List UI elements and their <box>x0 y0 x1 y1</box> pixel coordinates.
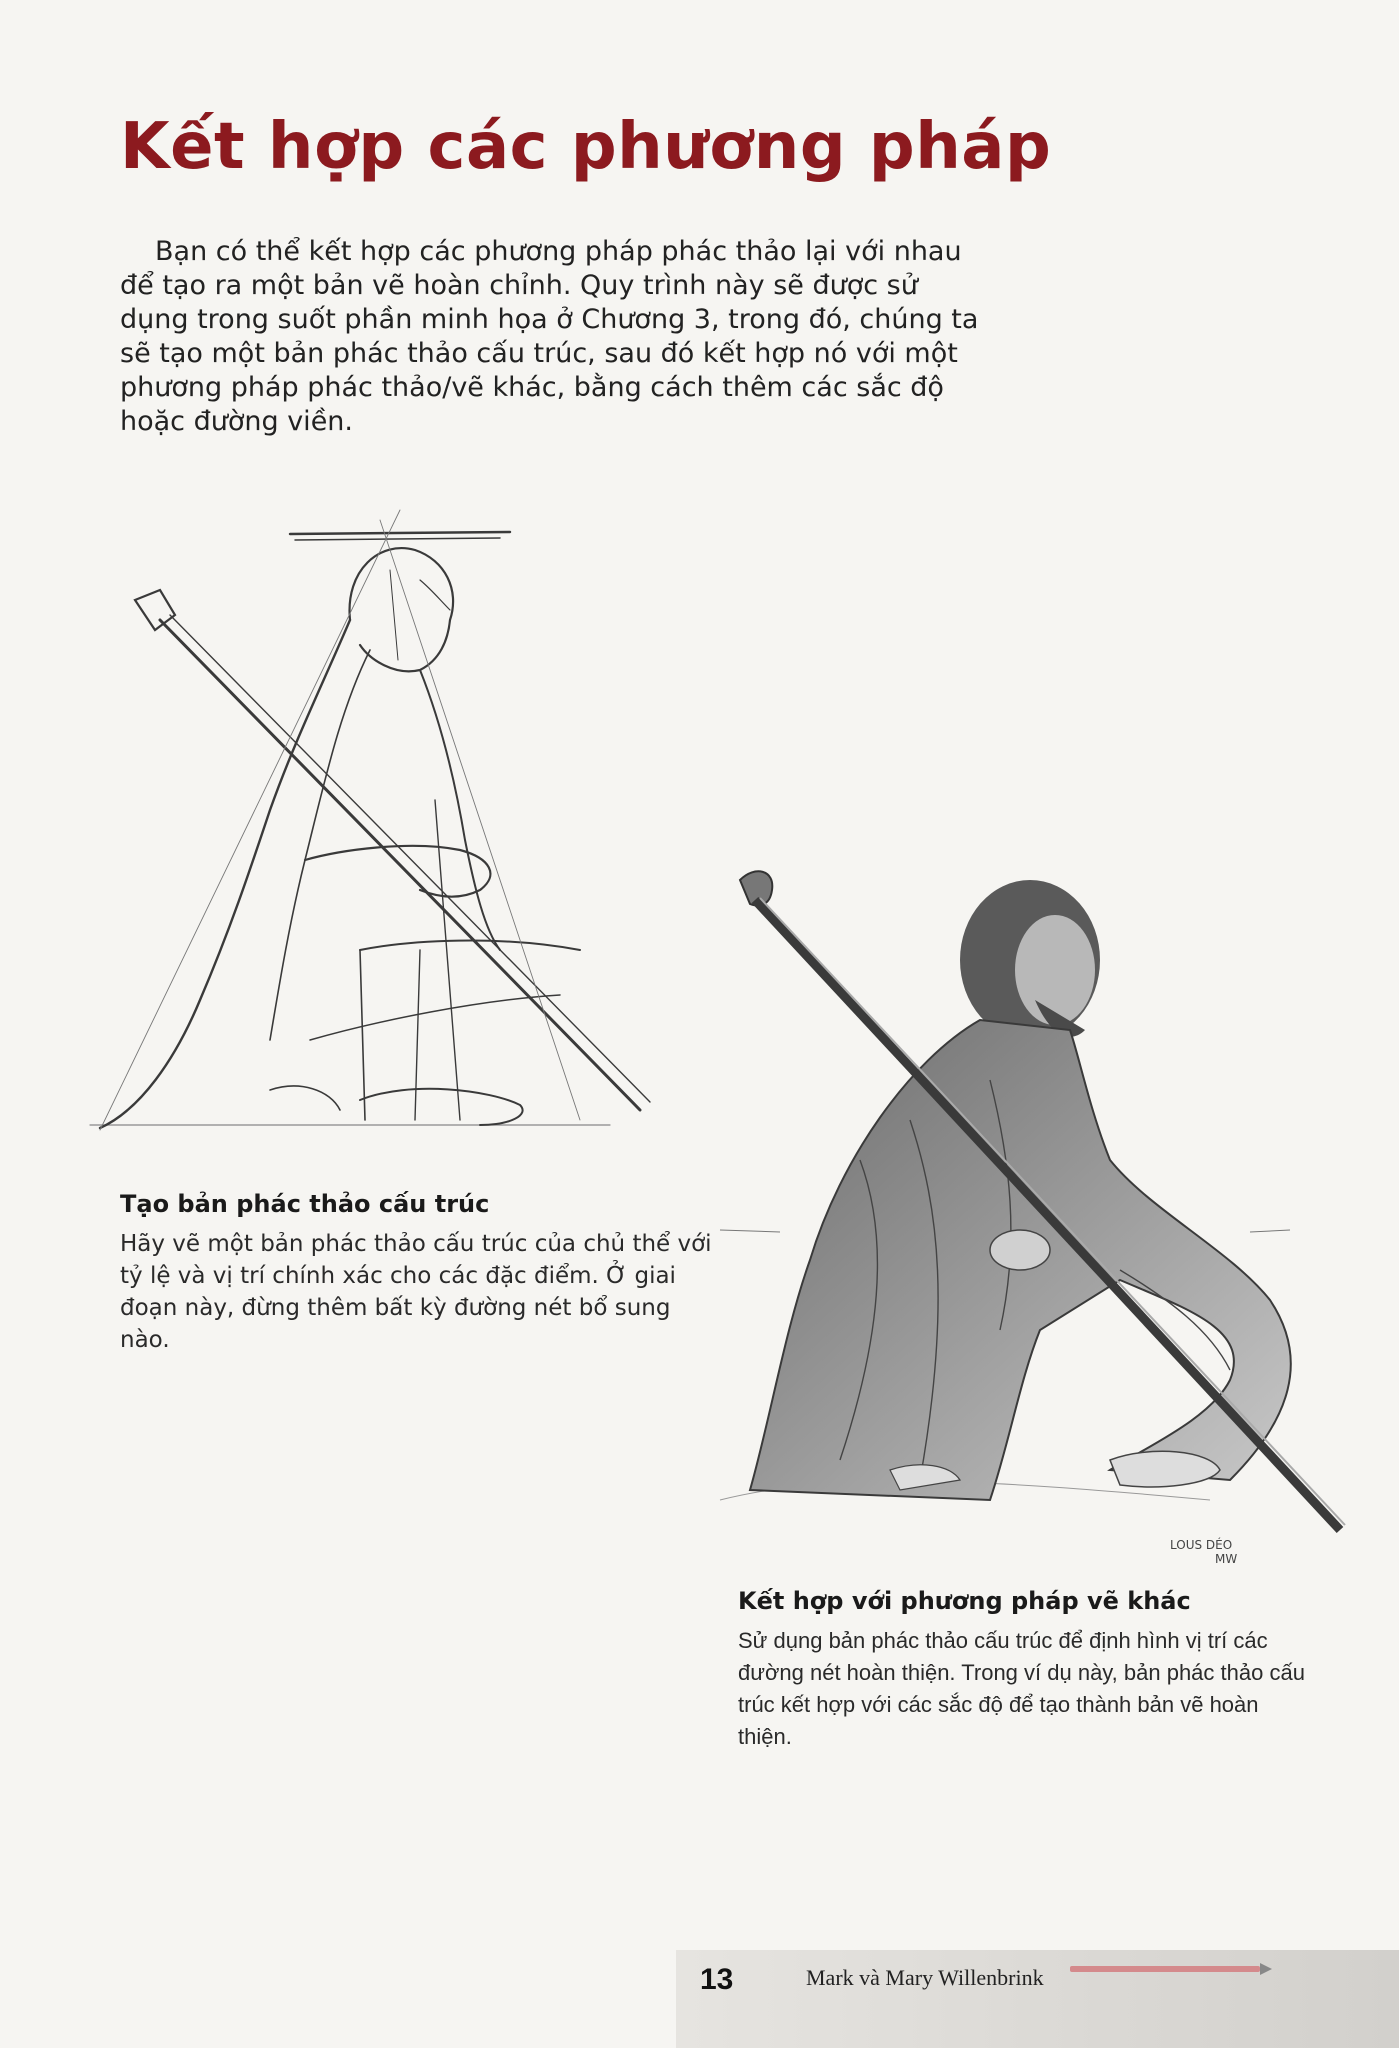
artist-signature <box>1170 1538 1237 1566</box>
intro-paragraph: Bạn có thể kết hợp các phương pháp phác thảo lại với nhau để tạo ra một bản vẽ hoàn chỉnh. Quy trình này sẽ được sử dụng trong suốt phần minh họa ở Chương 3, trong đó, chúng ta sẽ tạo một bản phác thảo cấu trúc, sau đó kết hợp nó với một phương pháp phác thảo/vẽ khác, bằng cách thêm các sắc độ hoặc đường viền. <box>120 236 979 437</box>
finished-shaded-drawing-illustration <box>690 860 1390 1540</box>
page-number: 13 <box>700 1963 734 1996</box>
footer-authors: Mark và Mary Willenbrink <box>806 1965 1044 1990</box>
signature-line-1: LOUS DÉO <box>1170 1538 1233 1552</box>
caption-heading: Tạo bản phác thảo cấu trúc <box>120 1190 490 1218</box>
caption-heading: Kết hợp với phương pháp vẽ khác <box>738 1587 1191 1615</box>
page-title: Kết hợp các phương pháp <box>120 110 1052 184</box>
caption-structural-sketch <box>120 1190 720 1356</box>
structural-sketch-illustration <box>80 480 760 1160</box>
caption-combine-method <box>738 1587 1308 1753</box>
pencil-icon <box>1070 1966 1260 1972</box>
caption-body: Hãy vẽ một bản phác thảo cấu trúc của chủ thể với tỷ lệ và vị trí chính xác cho các đặc điểm. Ở giai đoạn này, đừng thêm bất kỳ đường nét bổ sung nào. <box>120 1231 712 1353</box>
signature-line-2: MW <box>1215 1552 1238 1566</box>
caption-body: Sử dụng bản phác thảo cấu trúc để định hình vị trí các đường nét hoàn thiện. Trong ví dụ này, bản phác thảo cấu trúc kết hợp với các sắc độ để tạo thành bản vẽ hoàn thiện. <box>738 1628 1305 1749</box>
pencil-tip-icon <box>1260 1963 1272 1975</box>
